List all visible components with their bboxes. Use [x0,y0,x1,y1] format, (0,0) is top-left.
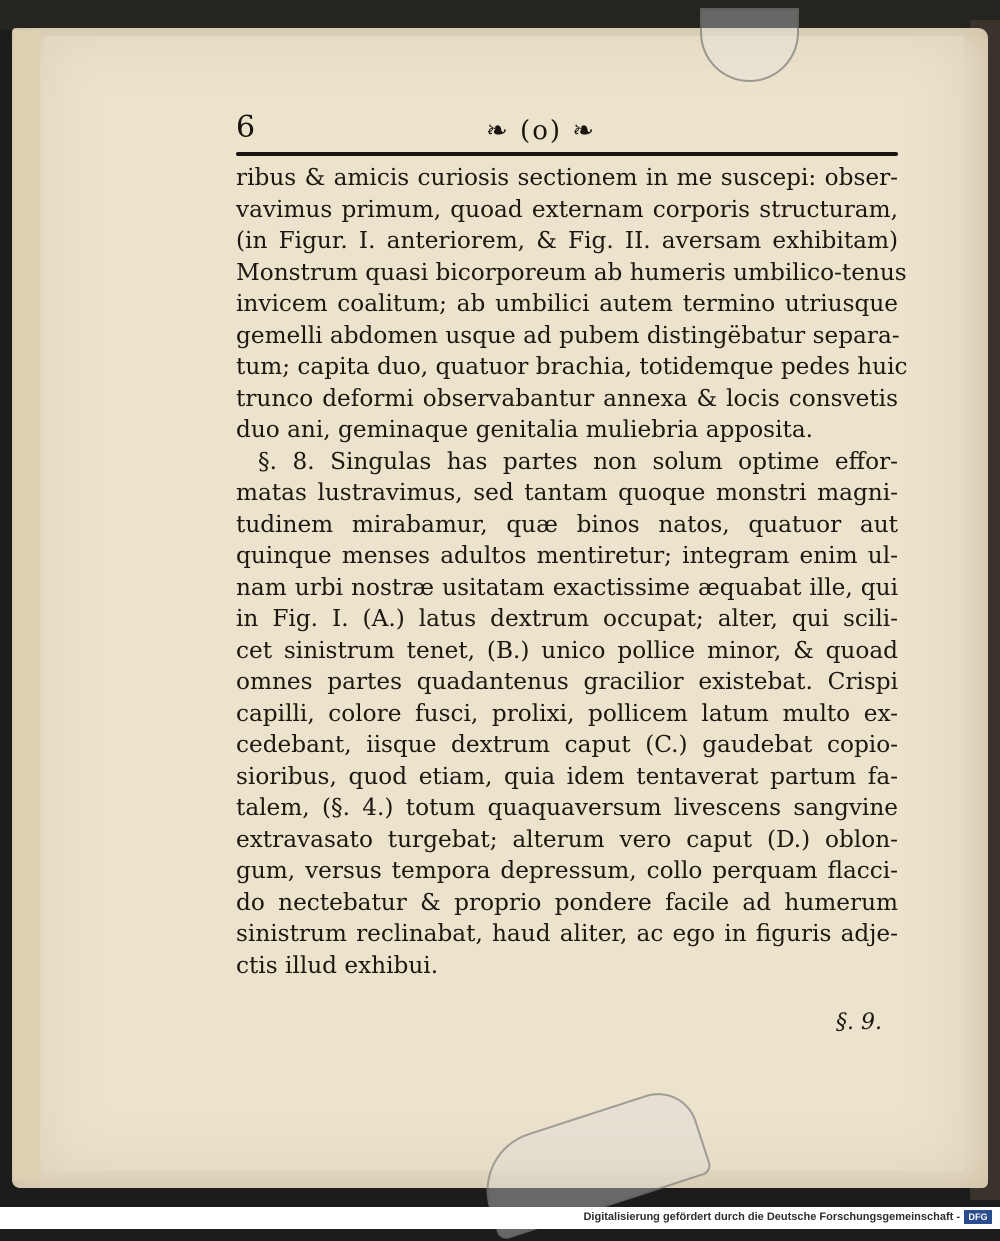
text-line: talem, (§. 4.) totum quaquaversum livescens sangvine [236,794,898,821]
text-line: sioribus, quod etiam, quia idem tentaverat partum fa- [236,762,898,790]
text-line: vavimus primum, quoad externam corporis structuram, [236,195,898,223]
text-line: ctis illud exhibui. [236,951,439,979]
dfg-logo: DFG [964,1210,992,1224]
text-line: in Fig. I. (A.) latus dextrum occupat; alter, qui scili- [236,605,898,632]
text-line: extravasato turgebat; alterum vero caput (D.) oblon- [236,825,898,853]
text-line: ribus & amicis curiosis sectionem in me suscepi: obser- [236,164,898,191]
text-line: duo ani, geminaque genitalia muliebria apposita. [236,416,814,443]
header-ornament: ❧ (o) ❧ [486,116,597,146]
page-header [236,110,898,158]
header-rule [236,152,898,156]
text-line: tum; capita duo, quatuor brachia, totidemque pedes huic [236,353,908,380]
text-line: gemelli abdomen usque ad pubem distingëbatur separa- [236,321,900,349]
text-line: trunco deformi observabantur annexa & locis consvetis [236,384,898,412]
text-line: cedebant, iisque dextrum caput (C.) gaudebat copio- [236,731,898,758]
text-line: omnes partes quadantenus gracilior existebat. Crispi [236,668,898,695]
text-line: cet sinistrum tenet, (B.) unico pollice minor, & quoad [236,636,898,664]
footer-credit: Digitalisierung gefördert durch die Deutsche Forschungsgemeinschaft - [583,1211,960,1223]
text-line: nam urbi nostræ usitatam exactissime æquabat ille, qui [236,573,898,601]
left-margin-strip [14,30,40,1180]
text-line: capilli, colore fusci, prolixi, pollicem latum multo ex- [236,699,898,727]
text-line: (in Figur. I. anteriorem, & Fig. II. aversam exhibitam) [236,227,898,254]
text-line: tudinem mirabamur, quæ binos natos, quatuor aut [236,510,898,538]
text-line: sinistrum reclinabat, haud aliter, ac ego in figuris adje- [236,920,898,947]
digitization-footer [0,1207,1000,1229]
text-line-paragraph-start: §. 8. Singulas has partes non solum optime effor- [258,447,898,475]
text-line: do nectebatur & proprio pondere facile ad humerum [236,888,898,916]
catchword: §. 9. [836,1010,882,1035]
text-line: invicem coalitum; ab umbilici autem termino utriusque [236,290,898,317]
page-number: 6 [236,110,256,145]
text-line: matas lustravimus, sed tantam quoque monstri magni- [236,479,898,506]
body-text [236,162,908,981]
scanner-background-top [0,0,1000,30]
text-line: Monstrum quasi bicorporeum ab humeris umbilico-tenus [236,258,907,286]
text-line: gum, versus tempora depressum, collo perquam flacci- [236,857,898,884]
text-line: quinque menses adultos mentiretur; integram enim ul- [236,542,898,569]
